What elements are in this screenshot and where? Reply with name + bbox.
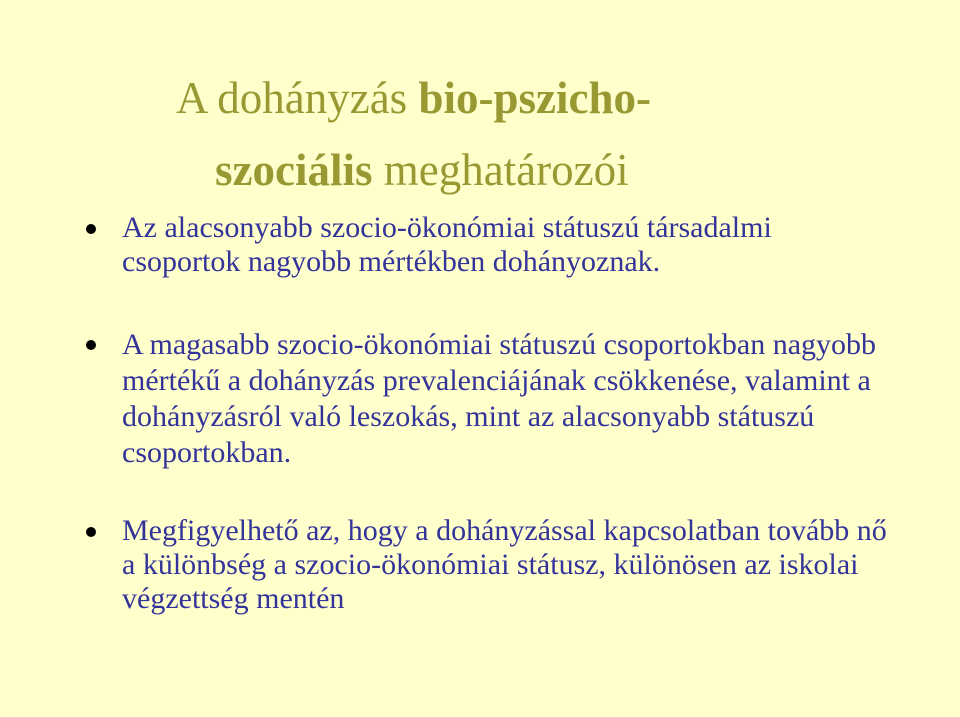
slide-title — [176, 62, 916, 206]
title-part-bold-2: szociális — [215, 145, 373, 195]
bullet-text: Az alacsonyabb szocio-ökonómiai státuszú társadalmi csoportok nagyobb mértékben dohányoznak. — [122, 211, 772, 278]
bullet-text: A magasabb szocio-ökonómiai státuszú csoportokban nagyobb mértékű a dohányzás prevalenciájának csökkenése, valamint a dohányzásról való leszokás, mint az alacsonyabb státuszú csoportokban. — [122, 328, 877, 469]
bullet-item — [122, 211, 892, 279]
title-part-normal-2: meghatározói — [372, 145, 629, 195]
bullet-dot-icon — [86, 224, 96, 234]
title-part-normal-1: A dohányzás — [176, 73, 419, 123]
bullet-item — [122, 514, 892, 616]
bullet-text: Megfigyelhető az, hogy a dohányzással kapcsolatban tovább nő a különbség a szocio-ökonómiai státusz, különösen az iskolai végzettség mentén — [122, 514, 887, 615]
bullet-dot-icon — [86, 527, 96, 537]
title-line-2 — [176, 134, 916, 206]
title-part-bold-1: bio-pszicho- — [418, 73, 651, 123]
bullet-item — [122, 327, 892, 471]
bullet-dot-icon — [86, 340, 96, 350]
